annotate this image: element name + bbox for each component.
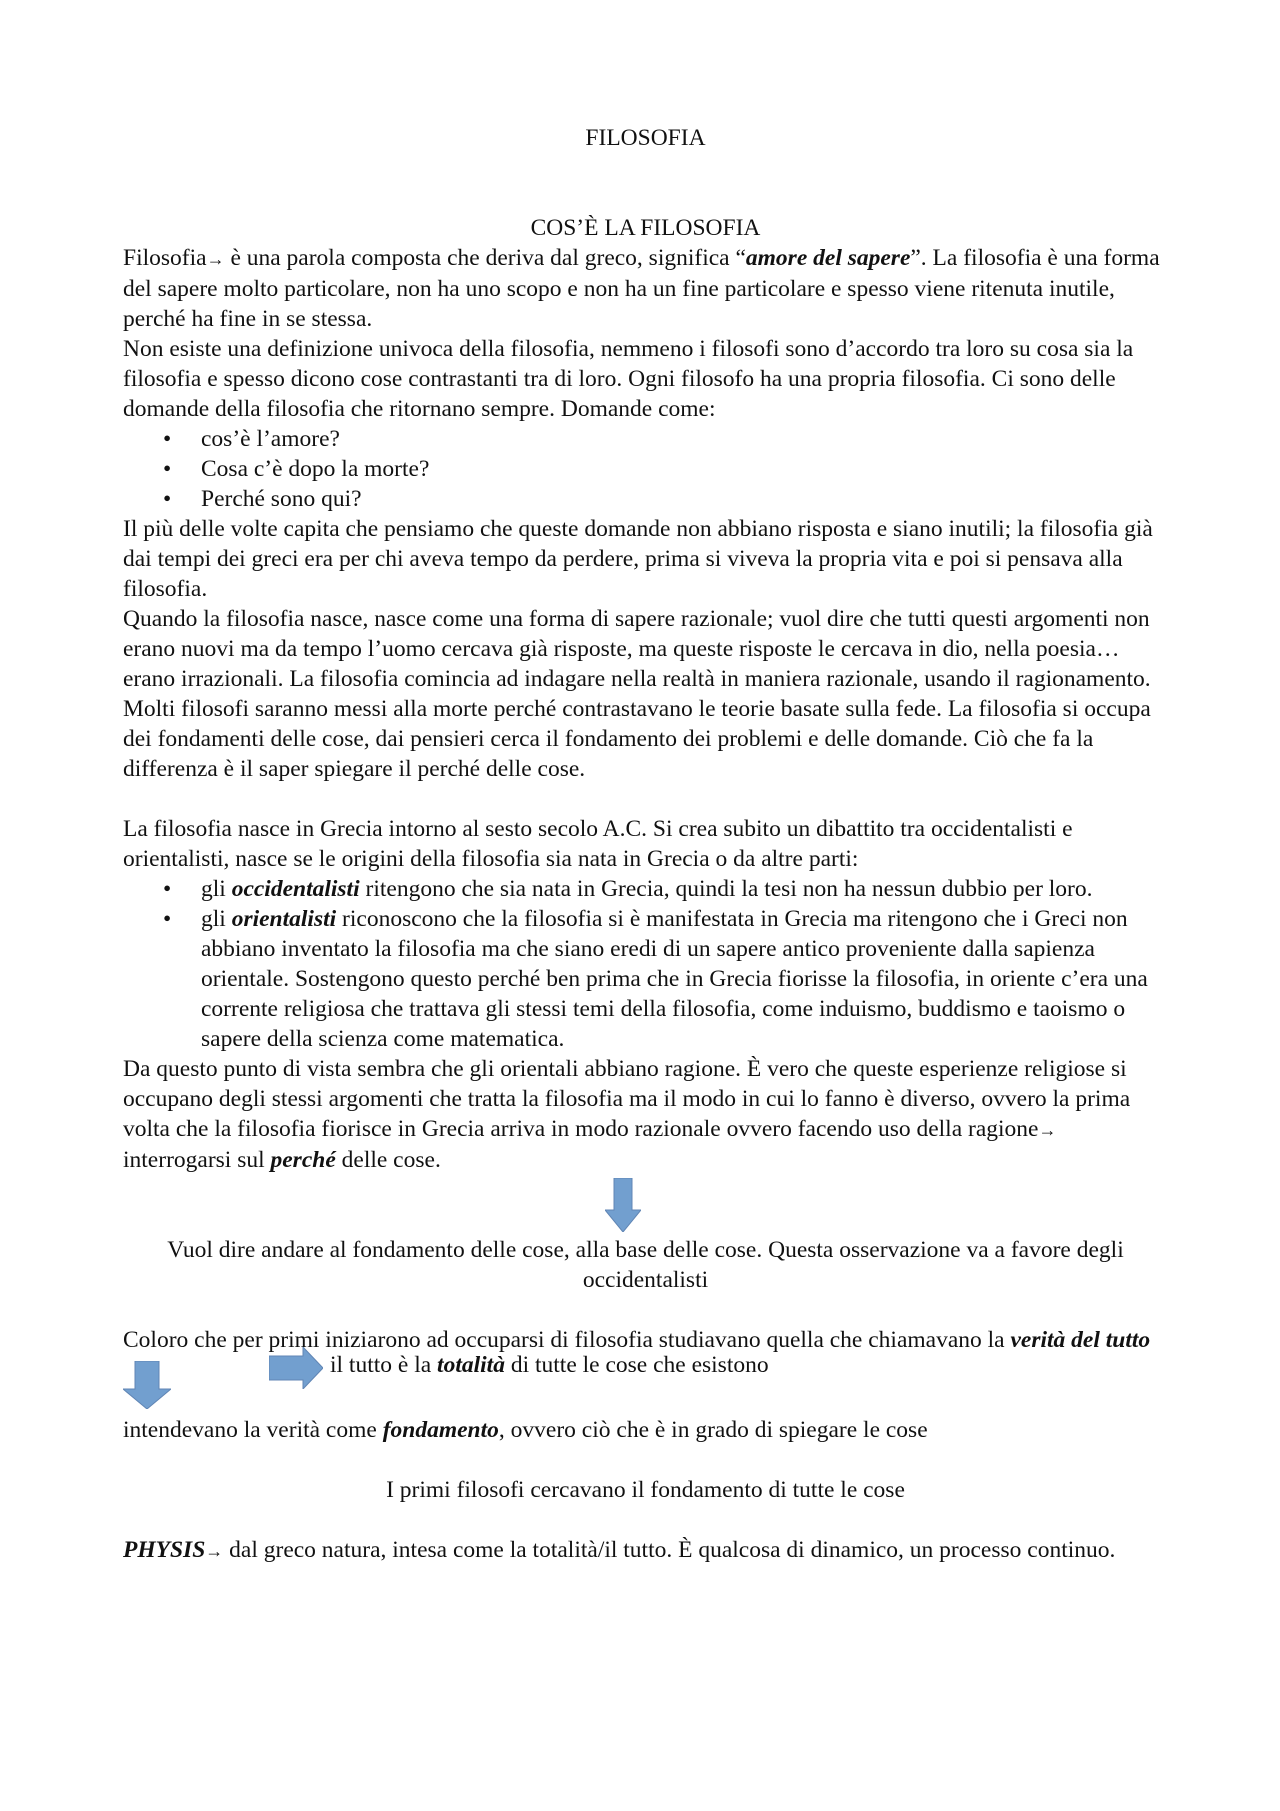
paragraph-no-definition: Non esiste una definizione univoca della filosofia, nemmeno i filosofi sono d’accordo tra loro su cosa sia la filosofia e spesso dicono cose contrastanti tra di loro. Ogni filosofo ha una propria filosofia. Ci sono delle domande della filosofia che ritornano sempre. Domande come: [123, 336, 1134, 422]
arrow-right-icon [269, 1347, 323, 1389]
list-item: • gli occidentalisti ritengono che sia nata in Grecia, quindi la tesi non ha nessun dubbio per loro. [201, 874, 1168, 904]
origins-list [123, 874, 1168, 1054]
paragraph-definition: Filosofia→ è una parola composta che deriva dal greco, significa “amore del sapere”. La filosofia è una forma del sapere molto particolare, non ha uno scopo e non ha un fine particolare e spesso viene ritenuta inutile, perché ha fine in se stessa. [123, 245, 1160, 332]
emphasis-amore-del-sapere: amore del sapere [745, 245, 911, 271]
list-item: • gli orientalisti riconoscono che la filosofia si è manifestata in Grecia ma ritengono che i Greci non abbiano inventato la filosofia ma che siano eredi di un sapere antico proveniente dalla sapienza orientale. Sostengono questo perché ben prima che in Grecia fiorisse la filosofia, in oriente c’era una corrente religiosa che trattava gli stessi temi della filosofia, come induismo, buddismo e taoismo o sapere della scienza come matematica. [201, 904, 1168, 1054]
emphasis-totalita: totalità [437, 1352, 505, 1378]
list-item: • cos’è l’amore? [201, 424, 1168, 454]
paragraph-questions-useless: Il più delle volte capita che pensiamo che queste domande non abbiano risposta e siano inutili; la filosofia già dai tempi dei greci era per chi aveva tempo da perdere, prima si viveva la propria vita e poi si pensava alla filosofia. [123, 516, 1153, 602]
section-title: COS’È LA FILOSOFIA [530, 215, 761, 241]
paragraph-physis: PHYSIS→ dal greco natura, intesa come la totalità/il tutto. È qualcosa di dinamico, un processo continuo. [123, 1537, 1116, 1563]
emphasis-occidentalisti: occidentalisti [231, 876, 360, 902]
emphasis-verita-del-tutto: verità del tutto [1010, 1327, 1151, 1353]
paragraph-fondamento: intendevano la verità come fondamento, ovvero ciò che è in grado di spiegare le cose [123, 1417, 928, 1443]
paragraph-foundation: Vuol dire andare al fondamento delle cose, alla base delle cose. Questa osservazione va a favore degli occidentalisti [167, 1237, 1124, 1293]
paragraph-totalita: il tutto è la totalità di tutte le cose che esistono [330, 1352, 769, 1378]
paragraph-first-philosophers: I primi filosofi cercavano il fondamento di tutte le cose [386, 1477, 905, 1503]
paragraph-oriental-view: Da questo punto di vista sembra che gli orientali abbiano ragione. È vero che queste esperienze religiose si occupano degli stessi argomenti che tratta la filosofia ma il modo in cui lo fanno è diverso, ovvero la prima volta che la filosofia fiorisce in Grecia arriva in modo razionale ovvero facendo uso della ragione→ interrogarsi sul perché delle cose. [123, 1056, 1131, 1173]
emphasis-orientalisti: orientalisti [231, 906, 337, 932]
document-body [123, 123, 1168, 1566]
list-item: • Cosa c’è dopo la morte? [201, 454, 1168, 484]
arrow-down-icon [605, 1178, 641, 1232]
emphasis-physis: PHYSIS [123, 1537, 206, 1563]
list-item: • Perché sono qui? [201, 484, 1168, 514]
paragraph-origin-greece: La filosofia nasce in Grecia intorno al sesto secolo A.C. Si crea subito un dibattito tra occidentalisti e orientalisti, nasce se le origini della filosofia sia nata in Grecia o da altre parti: [123, 816, 1073, 872]
arrow-down-icon [123, 1361, 171, 1409]
paragraph-philosophers-death: Molti filosofi saranno messi alla morte perché contrastavano le teorie basate sulla fede. La filosofia si occupa dei fondamenti delle cose, dai pensieri cerca il fondamento dei problemi e delle domande. Ciò che fa la differenza è il saper spiegare il perché delle cose. [123, 696, 1151, 782]
emphasis-perche: perché [270, 1147, 336, 1173]
paragraph-rational-knowledge: Quando la filosofia nasce, nasce come una forma di sapere razionale; vuol dire che tutti questi argomenti non erano nuovi ma da tempo l’uomo cercava già risposte, ma queste risposte le cercava in dio, nella poesia… erano irrazionali. La filosofia comincia ad indagare nella realtà in maniera razionale, usando il ragionamento. [123, 606, 1151, 692]
document-title: FILOSOFIA [585, 125, 706, 151]
paragraph-verita-del-tutto: Coloro che per primi iniziarono ad occuparsi di filosofia studiavano quella che chiamavano la verità del tutto [123, 1327, 1151, 1353]
emphasis-fondamento: fondamento [382, 1417, 499, 1443]
questions-list [123, 424, 1168, 514]
